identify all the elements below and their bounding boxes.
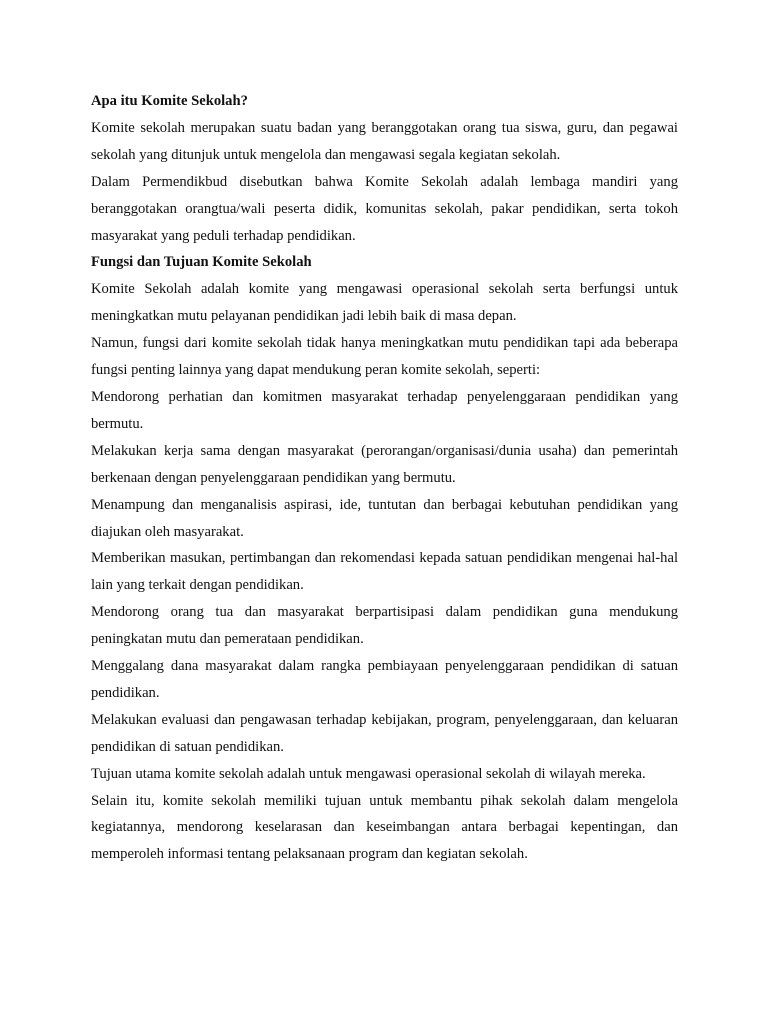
function-item: Menggalang dana masyarakat dalam rangka pembiayaan penyelenggaraan pendidikan di satuan pendidikan. bbox=[91, 658, 678, 701]
function-item: Melakukan evaluasi dan pengawasan terhadap kebijakan, program, penyelenggaraan, dan keluaran pendidikan di satuan pendidikan. bbox=[91, 711, 678, 755]
function-item: Memberikan masukan, pertimbangan dan rekomendasi kepada satuan pendidikan mengenai hal-hal lain yang terkait dengan pendidikan. bbox=[91, 550, 678, 594]
function-item: Mendorong orang tua dan masyarakat berpartisipasi dalam pendidikan guna mendukung peningkatan mutu dan pemerataan pendidikan. bbox=[91, 604, 678, 648]
function-item: Menampung dan menganalisis aspirasi, ide, tuntutan dan berbagai kebutuhan pendidikan yang diajukan oleh masyarakat. bbox=[91, 496, 678, 540]
paragraph-definition: Komite sekolah merupakan suatu badan yang beranggotakan orang tua siswa, guru, dan pegawai sekolah yang ditunjuk untuk mengelola dan mengawasi segala kegiatan sekolah. bbox=[91, 119, 678, 163]
heading-apa-itu-komite-sekolah: Apa itu Komite Sekolah? bbox=[91, 93, 248, 109]
paragraph-functions-intro: Namun, fungsi dari komite sekolah tidak hanya meningkatkan mutu pendidikan tapi ada beberapa fungsi penting lainnya yang dapat mendukung peran komite sekolah, seperti: bbox=[91, 335, 678, 379]
document-page bbox=[91, 88, 678, 868]
function-item: Mendorong perhatian dan komitmen masyarakat terhadap penyelenggaraan pendidikan yang bermutu. bbox=[91, 388, 678, 432]
paragraph-permendikbud: Dalam Permendikbud disebutkan bahwa Komite Sekolah adalah lembaga mandiri yang beranggotakan orangtua/wali peserta didik, komunitas sekolah, pakar pendidikan, serta tokoh masyarakat yang peduli terhadap pendidikan. bbox=[91, 173, 678, 244]
heading-fungsi-dan-tujuan: Fungsi dan Tujuan Komite Sekolah bbox=[91, 254, 312, 271]
function-item: Melakukan kerja sama dengan masyarakat (perorangan/organisasi/dunia usaha) dan pemerintah berkenaan dengan penyelenggaraan pendidikan yang bermutu. bbox=[91, 442, 678, 486]
paragraph-main-goal: Tujuan utama komite sekolah adalah untuk mengawasi operasional sekolah di wilayah mereka. bbox=[91, 765, 646, 782]
paragraph-overview: Komite Sekolah adalah komite yang mengawasi operasional sekolah serta berfungsi untuk meningkatkan mutu pelayanan pendidikan jadi lebih baik di masa depan. bbox=[91, 281, 678, 325]
paragraph-additional-goals: Selain itu, komite sekolah memiliki tujuan untuk membantu pihak sekolah dalam mengelola kegiatannya, mendorong keselarasan dan keseimbangan antara berbagai kepentingan, dan memperoleh informasi tentang pelaksanaan program dan kegiatan sekolah. bbox=[91, 792, 678, 863]
